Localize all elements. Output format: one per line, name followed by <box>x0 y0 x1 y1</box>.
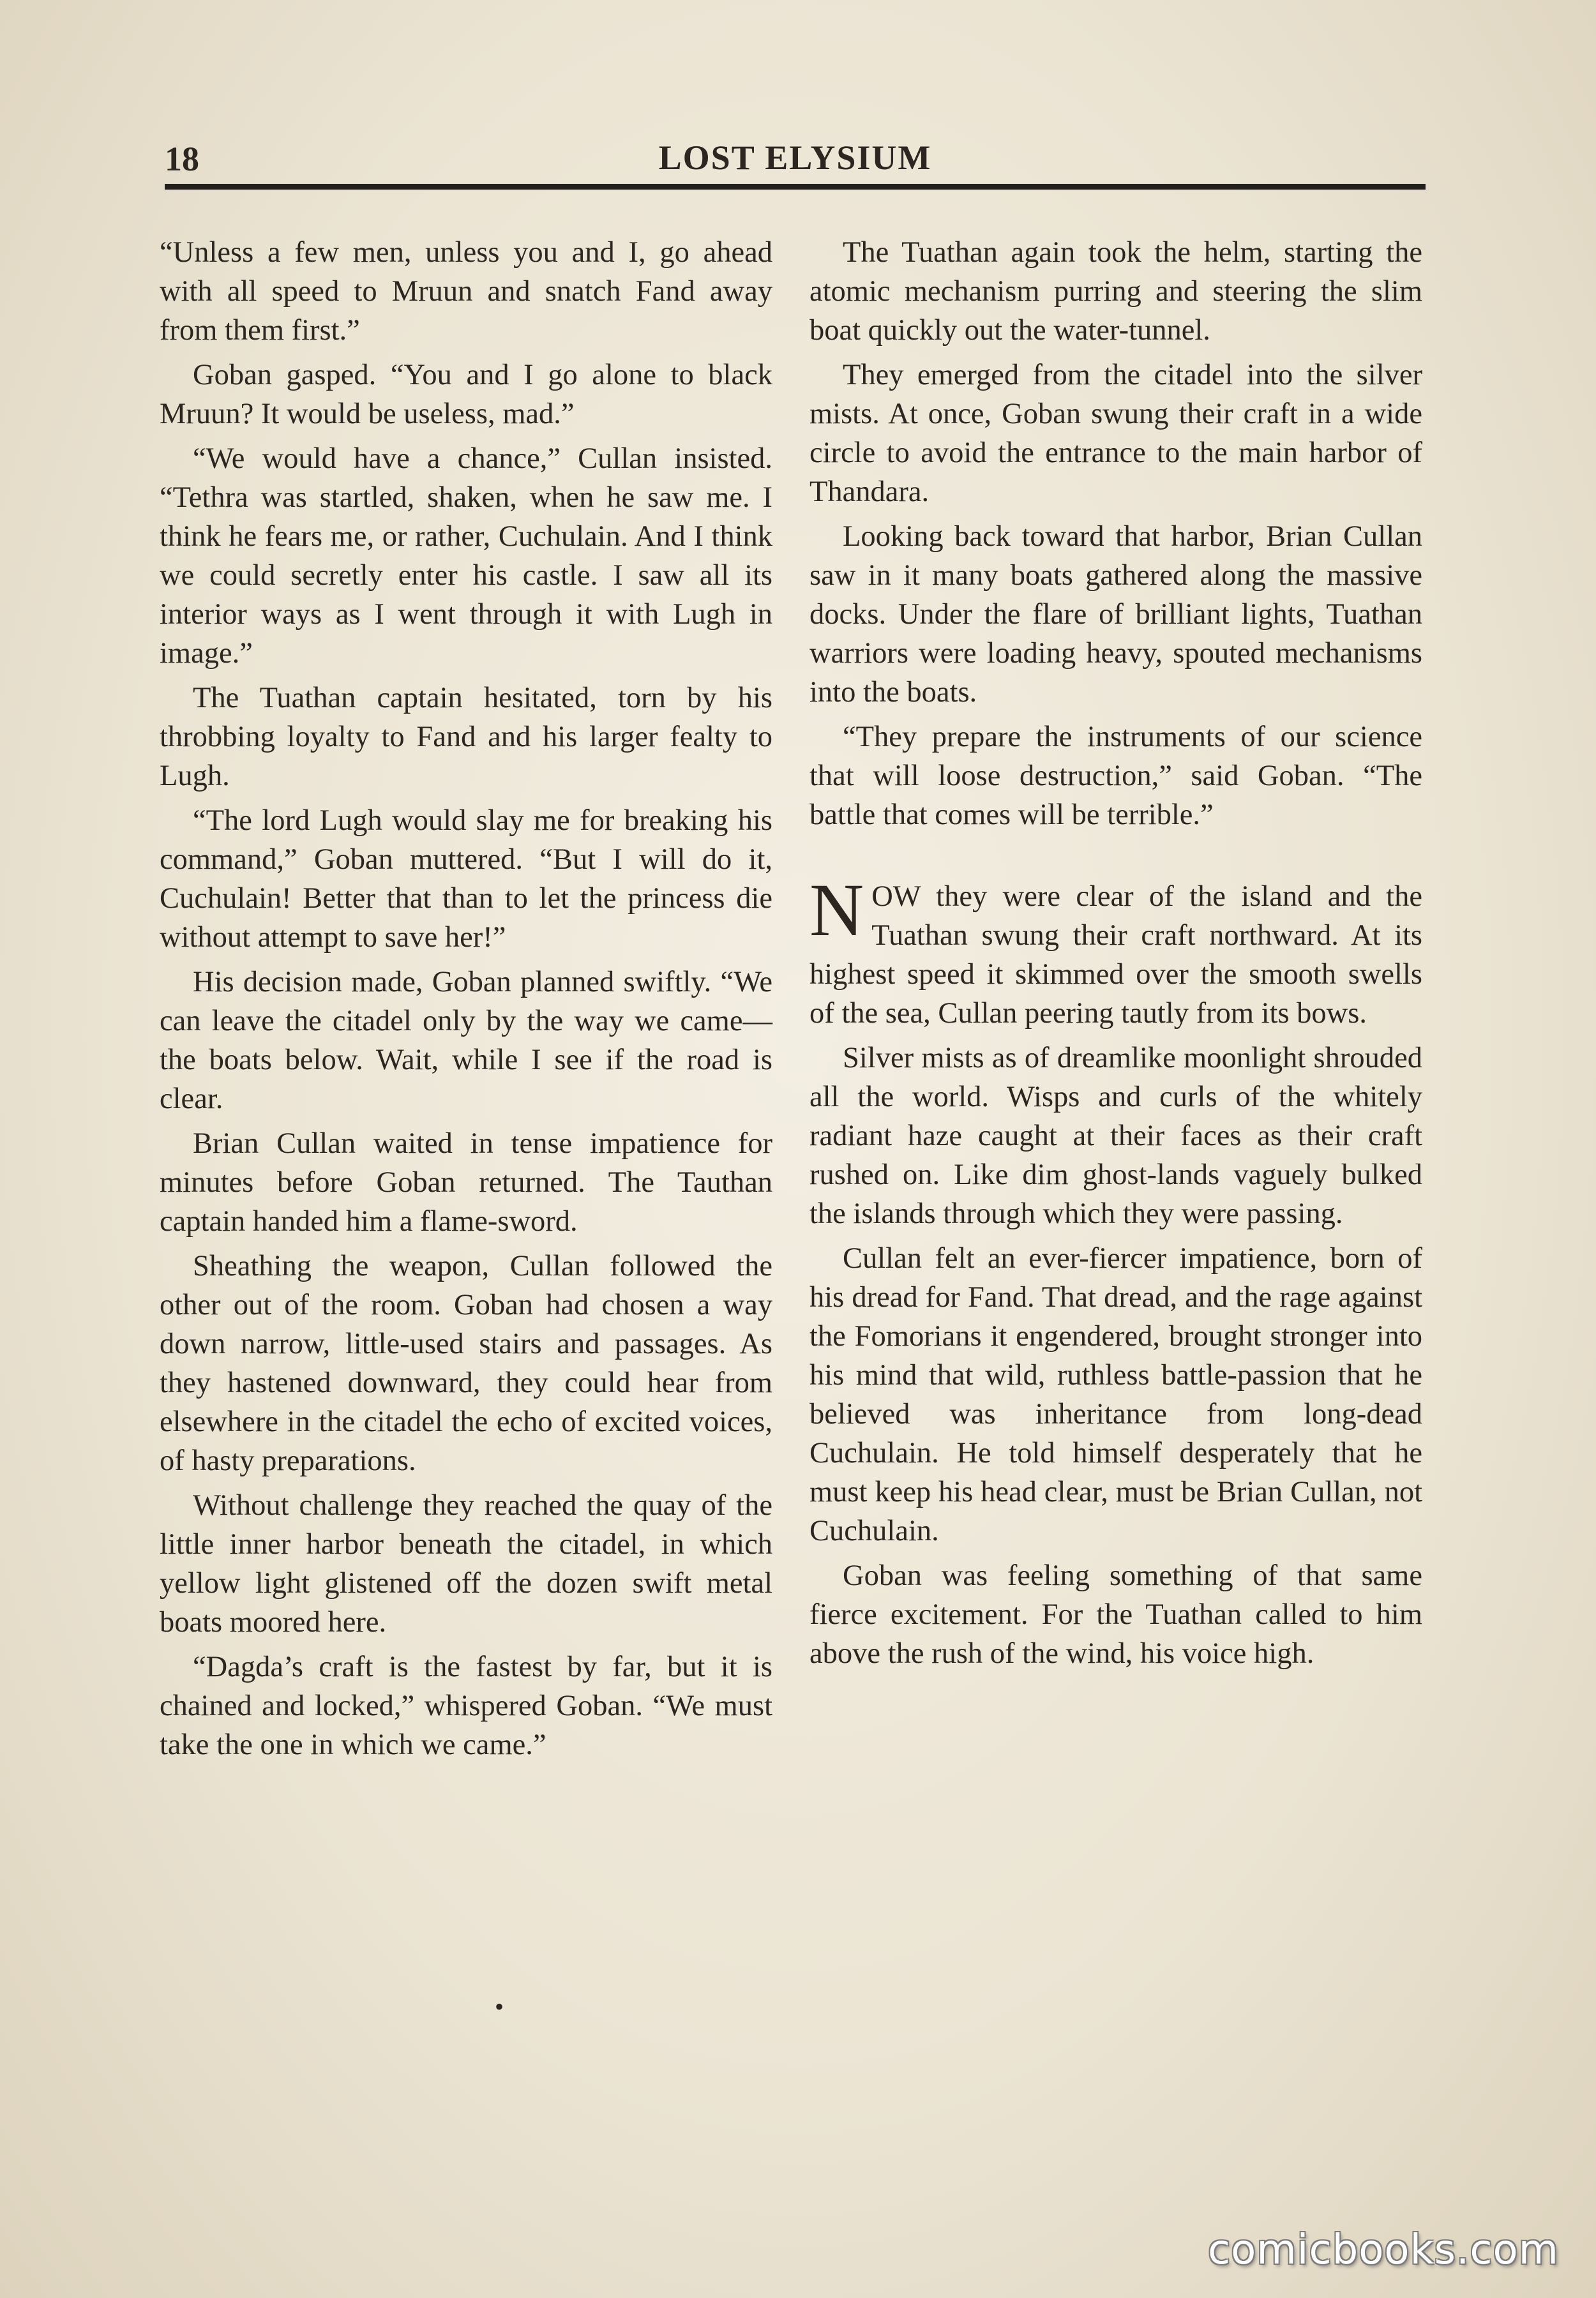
paragraph: Looking back toward that harbor, Brian Cullan saw in it many boats gathered along the massive docks. Under the flare of brilliant lights, Tuathan warriors were loading heavy, spouted mechanisms into the boats. <box>809 520 1422 709</box>
left-text-column <box>160 233 772 1770</box>
running-title: LOST ELYSIUM <box>658 139 932 177</box>
paragraph: Goban was feeling something of that same fierce excitement. For the Tuathan called to him above the rush of the wind, his voice high. <box>809 1559 1422 1670</box>
page-number: 18 <box>165 140 199 178</box>
paragraph: Silver mists as of dreamlike moonlight shrouded all the world. Wisps and curls of the whitely radiant haze caught at their faces as their craft rushed on. Like dim ghost-lands vaguely bulked the islands through which they were passing. <box>809 1042 1422 1230</box>
ink-speck: • <box>495 1992 504 2021</box>
paragraph: Sheathing the weapon, Cullan followed the other out of the room. Goban had chosen a way down narrow, little-used stairs and passages. As they hastened downward, they could hear from elsewhere in the citadel the echo of excited voices, of hasty preparations. <box>160 1250 772 1477</box>
page-header <box>165 133 1426 190</box>
paragraph: Without challenge they reached the quay of the little inner harbor beneath the citadel, in which yellow light glistened off the dozen swift metal boats moored here. <box>160 1489 772 1639</box>
watermark: comicbooks.com <box>1207 2227 1559 2274</box>
dropcap-paragraph-text: OW they were clear of the island and the Tuathan swung their craft northward. At its highest speed it skimmed over the smooth swells of the sea, Cullan peering tautly from its bows. <box>809 880 1422 1030</box>
paragraph: The Tuathan captain hesitated, torn by his throbbing loyalty to Fand and his larger fealty to Lugh. <box>160 682 772 792</box>
paragraph: The Tuathan again took the helm, starting the atomic mechanism purring and steering the slim boat quickly out the water-tunnel. <box>809 236 1422 347</box>
paragraph: Goban gasped. “You and I go alone to black Mruun? It would be useless, mad.” <box>160 359 772 430</box>
dropcap-paragraph <box>809 868 1422 1033</box>
paragraph: “The lord Lugh would slay me for breaking his command,” Goban muttered. “But I will do it, Cuchulain! Better that than to let the princess die without attempt to save her!” <box>160 804 772 954</box>
paragraph: “Dagda’s craft is the fastest by far, but it is chained and locked,” whispered Goban. “We must take the one in which we came.” <box>160 1651 772 1761</box>
section-break <box>809 840 1422 877</box>
paragraph: “We would have a chance,” Cullan insisted. “Tethra was startled, shaken, when he saw me. I think he fears me, or rather, Cuchulain. And I think we could secretly enter his castle. I saw all its interior ways as I went through it with Lugh in image.” <box>160 442 772 670</box>
paragraph: “They prepare the instruments of our science that will loose destruction,” said Goban. “The battle that comes will be terrible.” <box>809 721 1422 831</box>
paragraph: Brian Cullan waited in tense impatience for minutes before Goban returned. The Tauthan captain handed him a flame-sword. <box>160 1127 772 1238</box>
paragraph: They emerged from the citadel into the silver mists. At once, Goban swung their craft in a wide circle to avoid the entrance to the main harbor of Thandara. <box>809 359 1422 508</box>
drop-cap-letter: N <box>809 868 864 952</box>
paragraph: His decision made, Goban planned swiftly. “We can leave the citadel only by the way we came—the boats below. Wait, while I see if the road is clear. <box>160 966 772 1115</box>
right-text-column <box>809 233 1422 1679</box>
paragraph: “Unless a few men, unless you and I, go ahead with all speed to Mruun and snatch Fand away from them first.” <box>160 236 772 347</box>
paragraph: Cullan felt an ever-fiercer impatience, born of his dread for Fand. That dread, and the rage against the Fomorians it engendered, brought stronger into his mind that wild, ruthless battle-passion that he believed was inheritance from long-dead Cuchulain. He told himself desperately that he must keep his head clear, must be Brian Cullan, not Cuchulain. <box>809 1242 1422 1547</box>
